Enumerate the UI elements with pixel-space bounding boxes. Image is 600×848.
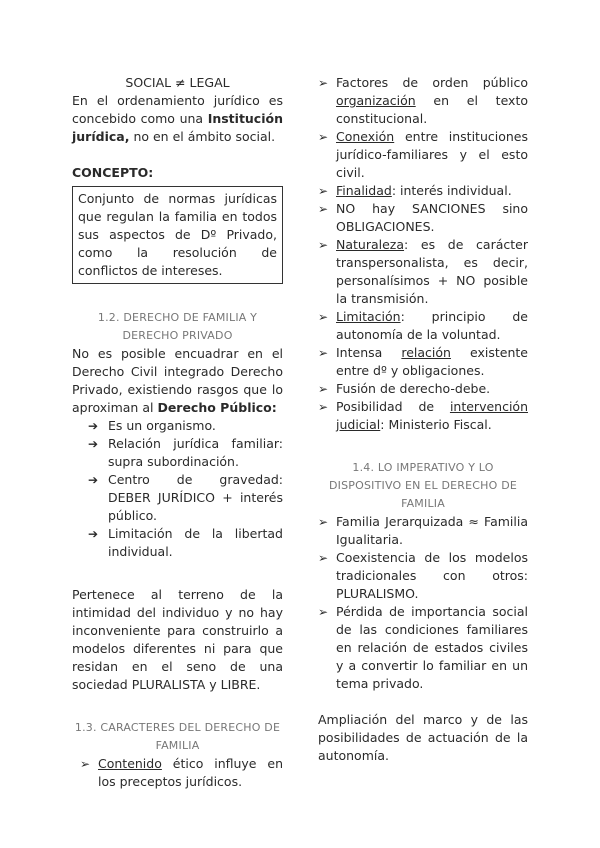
triangle-arrow-icon: ➢ [318, 400, 329, 414]
intimacy-paragraph: Pertenece al terreno de la intimidad del individuo y no hay inconveniente para construirlo a modelos diferentes ni para que residan en el seno de una sociedad PLURALISTA y LIBRE. [72, 587, 283, 692]
triangle-arrow-icon: ➢ [318, 605, 329, 619]
list-item: ➢ Fusión de derecho-debe. [318, 381, 491, 396]
list-item: ➢ Conexión entre instituciones jurídico-familiares y el esto civil. [318, 129, 528, 180]
characters-list [80, 755, 283, 791]
list-item: ➔ Relación jurídica familiar: supra subordinación. [88, 436, 283, 469]
concept-text: Conjunto de normas jurídicas que regulan la familia en todos sus aspectos de Dº Privado, como la resolución de conflictos de intereses. [78, 191, 277, 278]
section-title: SOCIAL ≠ LEGAL [125, 75, 230, 90]
list-item: ➢ Intensa relación existente entre dº y obligaciones. [318, 345, 528, 378]
list-item: ➢ Finalidad: interés individual. [318, 183, 512, 198]
list-item: ➢ Contenido ético influye en los preceptos jurídicos. [80, 756, 283, 789]
section-1-2-heading: 1.2. DERECHO DE FAMILIA Y DERECHO PRIVADO [97, 311, 258, 342]
intro-bold: Institución jurídica, [72, 111, 283, 144]
list-item: ➔ Centro de gravedad: DEBER JURÍDICO + interés público. [88, 472, 283, 523]
list-item: ➢ Coexistencia de los modelos tradicionales con otros: PLURALISMO. [318, 550, 528, 601]
list-item: ➢ Pérdida de importancia social de las condiciones familiares en relación de estados civiles y a convertir lo familiar en un tema privado. [318, 604, 528, 691]
triangle-arrow-icon: ➢ [318, 76, 329, 90]
right-column [318, 74, 528, 765]
triangle-arrow-icon: ➢ [318, 130, 329, 144]
list-item: ➢ Limitación: principio de autonomía de la voluntad. [318, 309, 528, 342]
characters-list-continued [318, 74, 528, 434]
section-1-4-heading: 1.4. LO IMPERATIVO Y LO DISPOSITIVO EN EL DERECHO DE FAMILIA [328, 461, 518, 510]
list-item: ➢ Posibilidad de intervención judicial: Ministerio Fiscal. [318, 399, 528, 432]
triangle-arrow-icon: ➢ [318, 184, 329, 198]
triangle-arrow-icon: ➢ [80, 757, 91, 771]
triangle-arrow-icon: ➢ [318, 310, 329, 324]
list-item: ➔ Limitación de la libertad individual. [88, 526, 283, 559]
arrow-icon: ➔ [88, 527, 99, 541]
section-1-3-heading: 1.3. CARACTERES DEL DERECHO DE FAMILIA [74, 721, 281, 752]
public-law-list [88, 417, 283, 561]
triangle-arrow-icon: ➢ [318, 515, 329, 529]
concept-box [72, 186, 283, 284]
public-law-bold: Derecho Público: [157, 400, 277, 415]
triangle-arrow-icon: ➢ [318, 346, 329, 360]
triangle-arrow-icon: ➢ [318, 202, 329, 216]
list-item: ➢ Naturaleza: es de carácter transpersonalista, es decir, personalísimos + NO posible la transmisión. [318, 237, 528, 306]
arrow-icon: ➔ [88, 419, 99, 433]
arrow-icon: ➔ [88, 437, 99, 451]
list-item: ➢ Familia Jerarquizada ≈ Familia Igualitaria. [318, 514, 528, 547]
imperative-list [318, 513, 528, 693]
closing-paragraph: Ampliación del marco y de las posibilidades de actuación de la autonomía. [318, 712, 528, 763]
left-column [72, 74, 283, 791]
concept-heading: CONCEPTO: [72, 165, 154, 180]
list-item: ➔ Es un organismo. [88, 418, 216, 433]
intro-paragraph: En el ordenamiento jurídico es concebido como una Institución jurídica, no en el ámbito social. [72, 93, 283, 144]
arrow-icon: ➔ [88, 473, 99, 487]
triangle-arrow-icon: ➢ [318, 382, 329, 396]
list-item: ➢ NO hay SANCIONES sino OBLIGACIONES. [318, 201, 528, 234]
list-item: ➢ Factores de orden público organización en el texto constitucional. [318, 75, 528, 126]
triangle-arrow-icon: ➢ [318, 551, 329, 565]
section-1-2-text: No es posible encuadrar en el Derecho Civil integrado Derecho Privado, existiendo rasgos que lo aproximan al Derecho Público: [72, 346, 283, 415]
triangle-arrow-icon: ➢ [318, 238, 329, 252]
